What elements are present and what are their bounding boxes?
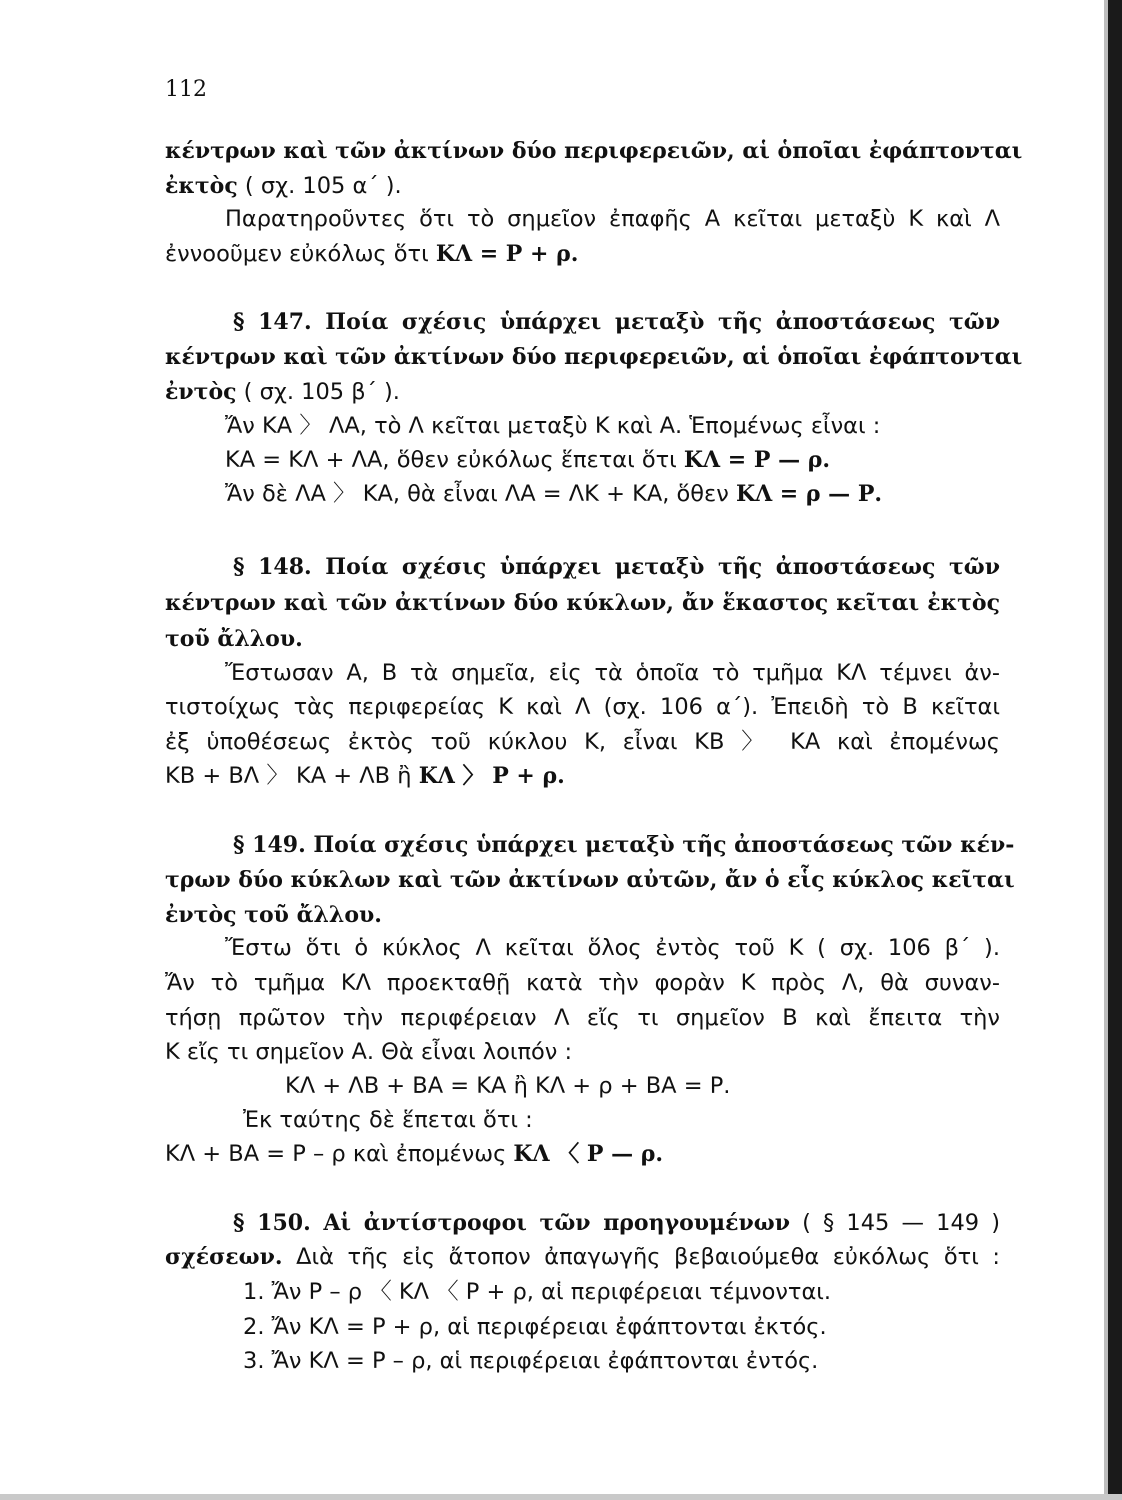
text-line: Παρατηροῦντες ὅτι τὸ σημεῖον ἐπαφῆς Α κεῖται μεταξὺ Κ καὶ Λ [225,206,1000,232]
text-line: Ἔστωσαν Α, Β τὰ σημεῖα, εἰς τὰ ὁποῖα τὸ τμῆμα ΚΛ τέμνει ἀν- [225,660,1000,686]
page-edge [1108,0,1122,1500]
text-line: κέντρων καὶ τῶν ἀκτίνων δύο περιφερειῶν, αἱ ὁποῖαι ἐφάπτονται [165,138,1023,164]
section-heading: § 149. Ποία σχέσις ὑπάρχει μεταξὺ τῆς ἀποστάσεως τῶν κέν- [233,832,1015,858]
equation-line: ΚΛ + ΒΑ = Ρ – ρ καὶ ἐπομένως ΚΛ 〈 Ρ — ρ. [165,1141,664,1167]
text-line: σχέσεων. Διὰ τῆς εἰς ἄτοπον ἀπαγωγῆς βεβαιούμεθα εὐκόλως ὅτι : [165,1244,1000,1270]
text-line: κέντρων καὶ τῶν ἀκτίνων δύο περιφερειῶν, αἱ ὁποῖαι ἐφάπτονται [165,344,1023,370]
list-item: 2. Ἄν ΚΛ = Ρ + ρ, αἱ περιφέρειαι ἐφάπτονται ἐκτός. [243,1314,827,1340]
page-bottom-edge [0,1494,1122,1500]
text-line: Ἐκ ταύτης δὲ ἕπεται ὅτι : [243,1107,533,1133]
text-line: ἐντὸς τοῦ ἄλλου. [165,902,382,928]
text-line: Ἔστω ὅτι ὁ κύκλος Λ κεῖται ὅλος ἐντὸς τοῦ Κ ( σχ. 106 β΄ ). [225,935,1000,961]
text-line: ἐντὸς ( σχ. 105 β΄ ). [165,379,400,405]
equation-line: ΚΑ = ΚΛ + ΛΑ, ὅθεν εὐκόλως ἕπεται ὅτι ΚΛ = Ρ — ρ. [225,447,831,473]
text-line: Ἄν ΚΑ 〉 ΛΑ, τὸ Λ κεῖται μεταξὺ Κ καὶ Α. Ἑπομένως εἶναι : [225,413,881,439]
text-line: κέντρων καὶ τῶν ἀκτίνων δύο κύκλων, ἄν ἕκαστος κεῖται ἐκτὸς [165,590,1000,616]
text-line: Ἄν τὸ τμῆμα ΚΛ προεκταθῇ κατὰ τὴν φορὰν Κ πρὸς Λ, θὰ συναν- [165,970,1000,996]
text-line: ἐννοοῦμεν εὐκόλως ὅτι ΚΛ = Ρ + ρ. [165,241,579,267]
section-heading: § 150. Αἱ ἀντίστροφοι τῶν προηγουμένων ( § 145 — 149 ) [233,1210,1000,1236]
list-item: 3. Ἄν ΚΛ = Ρ – ρ, αἱ περιφέρειαι ἐφάπτονται ἐντός. [243,1348,819,1374]
equation-line: ΚΛ + ΛΒ + ΒΑ = ΚΑ ἢ ΚΛ + ρ + ΒΑ = Ρ. [285,1073,731,1099]
text-line: τήσῃ πρῶτον τὴν περιφέρειαν Λ εἴς τι σημεῖον Β καὶ ἔπειτα τὴν [165,1005,1000,1031]
text-line: ἐκτὸς ( σχ. 105 α΄ ). [165,173,402,199]
section-heading: § 148. Ποία σχέσις ὑπάρχει μεταξὺ τῆς ἀποστάσεως τῶν [233,554,1000,580]
equation-line: Ἄν δὲ ΛΑ 〉 ΚΑ, θὰ εἶναι ΛΑ = ΛΚ + ΚΑ, ὅθεν ΚΛ = ρ — Ρ. [225,481,883,507]
equation-line: ΚΒ + ΒΛ 〉 ΚΑ + ΛΒ ἢ ΚΛ 〉 Ρ + ρ. [165,763,565,789]
section-heading: § 147. Ποία σχέσις ὑπάρχει μεταξὺ τῆς ἀποστάσεως τῶν [233,309,1000,335]
page-number: 112 [165,77,207,102]
text-line: ἐξ ὑποθέσεως ἐκτὸς τοῦ κύκλου Κ, εἶναι ΚΒ 〉 ΚΑ καὶ ἐπομένως [165,729,1000,755]
text-line: Κ εἴς τι σημεῖον Α. Θὰ εἶναι λοιπόν : [165,1039,573,1065]
list-item: 1. Ἄν Ρ – ρ 〈 ΚΛ 〈 Ρ + ρ, αἱ περιφέρειαι τέμνονται. [243,1279,832,1305]
text-line: τρων δύο κύκλων καὶ τῶν ἀκτίνων αὐτῶν, ἄν ὁ εἷς κύκλος κεῖται [165,867,1015,893]
text-line: τιστοίχως τὰς περιφερείας Κ καὶ Λ (σχ. 106 α΄). Ἐπειδὴ τὸ Β κεῖται [165,694,1000,720]
text-line: τοῦ ἄλλου. [165,626,303,652]
